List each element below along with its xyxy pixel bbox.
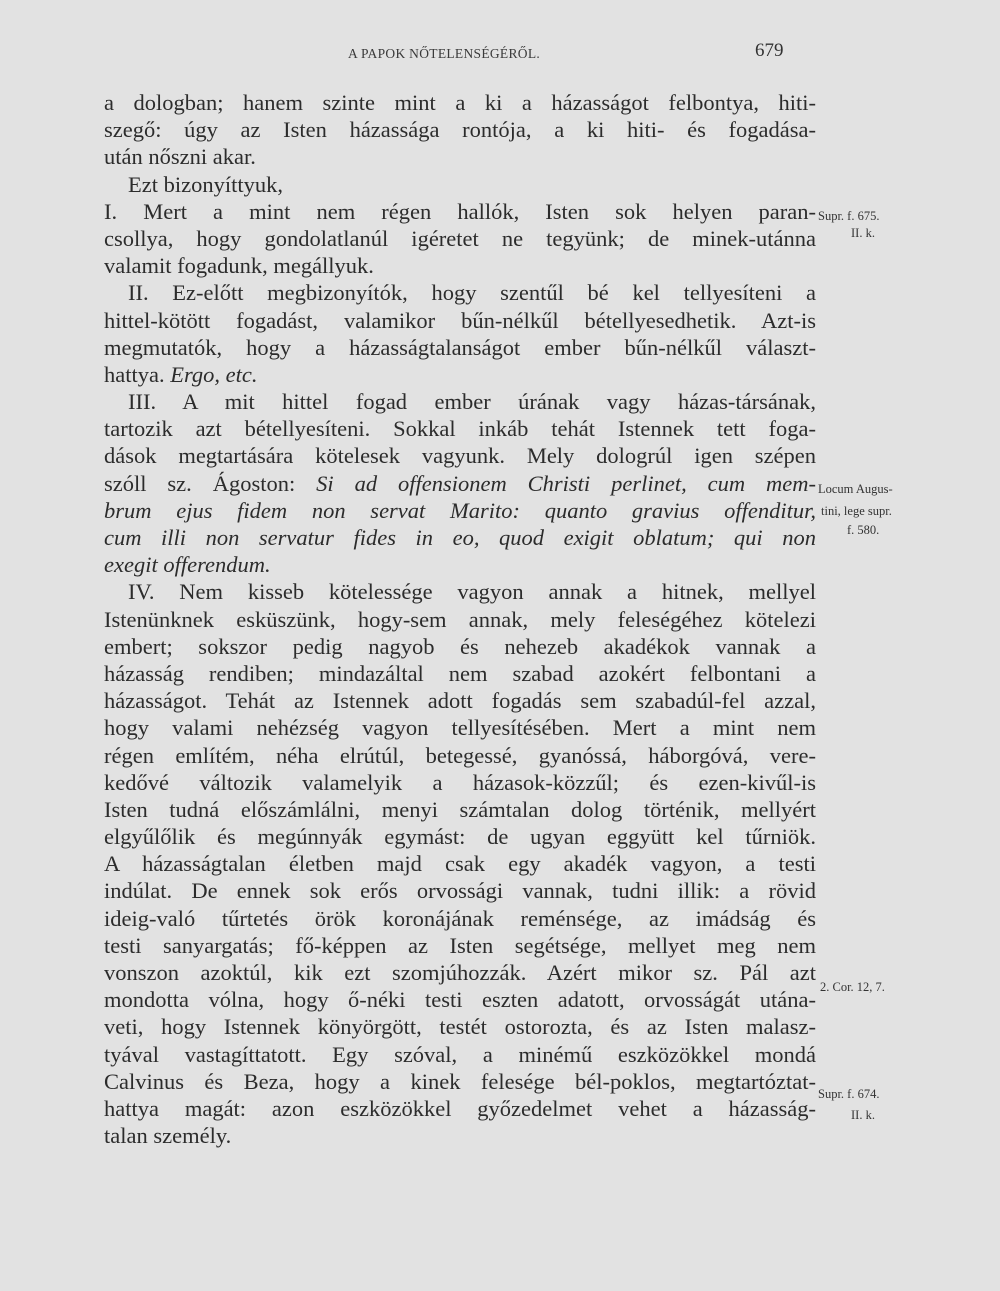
text-line: házasság rendiben; mindazáltal nem szabad azokért felbontani a (104, 660, 816, 686)
text-line: valamit fogadunk, megállyuk. (104, 253, 374, 279)
margin-notes (818, 0, 1000, 1291)
text-line: elgyűlőlik és megúnnyák egymást: de ugyan eggyütt kel tűrniök. (104, 824, 816, 850)
text-line: házasságot. Tehát az Istennek adott fogadás sem szabadúl-fel azzal, (104, 688, 816, 714)
italic-text: Ergo, etc. (170, 361, 258, 387)
text-line: hattya magát: azon eszközökkel győzedelmet vehet a házasság- (104, 1095, 816, 1121)
text-fragment: szóll sz. Ágoston: (104, 470, 296, 496)
text-line: testi sanyargatás; fő-képpen az Isten segétsége, mellyet meg nem (104, 932, 816, 958)
text-line: hittel-kötött fogadást, valamikor bűn-nélkűl bétellyesedhetik. Azt-is (104, 307, 816, 333)
body-text (104, 89, 816, 1149)
margin-note: 2. Cor. 12, 7. (820, 980, 885, 994)
text-line: I. Mert a mint nem régen hallók, Isten sok helyen paran- (104, 198, 816, 224)
margin-note: II. k. (851, 226, 875, 240)
text-line: a dologban; hanem szinte mint a ki a házasságot felbontya, hiti- (104, 90, 816, 115)
text-line: vonszon azoktúl, kik ezt szomjúhozzák. Azért mikor sz. Pál azt (104, 960, 816, 985)
text-line (104, 524, 816, 551)
margin-note: Locum Augus- (818, 482, 893, 496)
text-line: veti, hogy Istennek könyörgött, testét ostorozta, és az Isten malasz- (104, 1014, 816, 1040)
text-line: Calvinus és Beza, hogy a kinek felesége bél-poklos, megtartóztat- (104, 1068, 816, 1094)
text-line: mondotta vólna, hogy ő-néki testi eszten adatott, orvosságát utána- (104, 987, 816, 1013)
text-fragment: hattya. (104, 361, 165, 387)
text-line: indúlat. De ennek sok erős orvossági vannak, tudni illik: a rövid (104, 878, 816, 904)
margin-note: tini, lege supr. (821, 504, 892, 518)
latin-quote: exegit offerendum. (104, 552, 271, 578)
text-line: csollya, hogy gondolatlanúl igéretet ne tegyünk; de minek-utánna (104, 225, 816, 251)
text-line: régen említém, néha elrútúl, betegessé, gyanóssá, háborgóvá, vere- (104, 742, 816, 768)
text-line: tartozik azt bétellyesíteni. Sokkal inkáb tehát Istennek tett foga- (104, 416, 816, 442)
latin-quote: brum ejus fidem non servat Marito: (104, 497, 520, 523)
text-line: után nőszni akar. (104, 144, 256, 170)
text-line (104, 497, 816, 524)
text-line (104, 551, 816, 578)
latin-quote: quanto gravius offenditur, (544, 497, 817, 523)
margin-note: II. k. (851, 1108, 875, 1122)
text-line: Ezt bizonyíttyuk, (128, 171, 283, 197)
text-line: talan személy. (104, 1123, 232, 1149)
text-line: II. Ez-előtt megbizonyítók, hogy szentűl bé kel tellyesíteni a (128, 280, 816, 306)
text-line: kedővé változik valamelyik a házasok-közzűl; és ezen-kivűl-is (104, 769, 816, 795)
text-line: tyával vastagíttatott. Egy szóval, a minémű eszközökkel mondá (104, 1041, 816, 1067)
text-line (104, 361, 816, 388)
text-line: A házasságtalan életben majd csak egy akadék vagyon, a testi (104, 851, 816, 877)
text-line (104, 470, 816, 497)
text-line: Istenünknek esküszünk, hogy-sem annak, mely feleségéhez kötelezi (104, 606, 816, 632)
text-line: ideig-való tűrtetés örök koronájának reménsége, az imádság és (104, 905, 816, 931)
text-line: Isten tudná előszámlálni, menyi számtalan dolog történik, mellyért (104, 796, 816, 822)
latin-quote: Si ad offensionem Christi perlinet, cum mem- (316, 470, 816, 496)
text-line: megmutatók, hogy a házasságtalanságot ember bűn-nélkűl választ- (104, 334, 816, 360)
margin-note: Supr. f. 674. (818, 1087, 880, 1101)
text-line: IV. Nem kisseb kötelessége vagyon annak a hitnek, mellyel (128, 579, 816, 605)
text-line: III. A mit hittel fogad ember úrának vagy házas-társának, (128, 389, 816, 415)
text-line: embert; sokszor pedig nagyob és nehezeb akadékok vannak a (104, 633, 816, 659)
margin-note: Supr. f. 675. (818, 209, 880, 223)
text-line: hogy valami nehézség vagyon tellyesítésében. Mert a mint nem (104, 715, 816, 741)
running-title: A PAPOK NŐTELENSÉGÉRŐL. (348, 46, 541, 61)
page-number: 679 (755, 40, 784, 61)
margin-note: f. 580. (847, 523, 880, 537)
text-line: szegő: úgy az Isten házassága rontója, a ki hiti- és fogadása- (104, 117, 816, 143)
text-line: dások megtartására kötelesek vagyunk. Mely dologrúl igen szépen (104, 443, 816, 469)
latin-quote: cum illi non servatur fides in eo, quod exigit oblatum; qui non (104, 525, 816, 550)
